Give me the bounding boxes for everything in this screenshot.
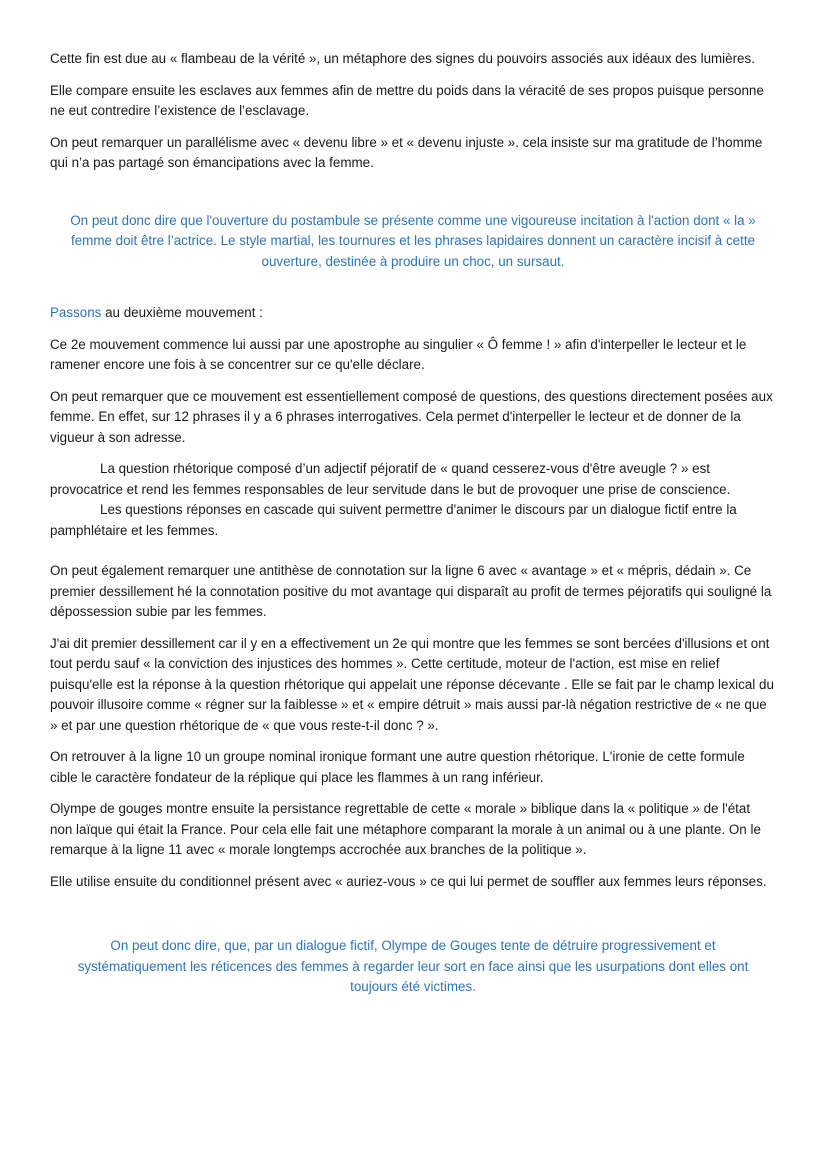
paragraph-esclaves: Elle compare ensuite les esclaves aux femmes afin de mettre du poids dans la véracité de ses propos puisque personne ne eut contredire l’existence de l’esclavage. bbox=[50, 82, 764, 118]
heading-rest: au deuxième mouvement : bbox=[101, 305, 263, 320]
highlight-passons: Passons bbox=[50, 305, 102, 320]
paragraph-question-rhetorique: La question rhétorique composé d’un adjectif péjoratif de « quand cesserez-vous d'être aveugle ? » est provocatrice et rend les femmes responsables de leur servitude dans le but de provoquer une prise de conscience. bbox=[50, 461, 731, 497]
paragraph-questions: On peut remarquer que ce mouvement est essentiellement composé de questions, des questions directement posées aux femme. En effet, sur 12 phrases il y a 6 phrases interrogatives. Cela permet d'interpeller le lecteur et de donner de la vigueur à son adresse. bbox=[50, 388, 773, 445]
paragraph-conditionnel: Elle utilise ensuite du conditionnel présent avec « auriez-vous » ce qui lui permet de souffler aux femmes leurs réponses. bbox=[50, 873, 767, 889]
paragraph-dessillement: J'ai dit premier dessillement car il y en a effectivement un 2e qui montre que les femmes se sont bercées d'illusions et ont tout perdu sauf « la conviction des injustices des hommes ». Cette certitude, moteur de l'action, est mise en relief puisqu'elle est la réponse à la question rhétorique qui appelait une réponse décevante . Elle se fait par le champ lexical du pouvoir illusoire comme « régner sur la faiblesse » et « empire détruit » mais aussi par-là négation restrictive de « ne que » et par une question rhétorique de « que vous reste-t-il donc ? ». bbox=[50, 635, 774, 733]
paragraph-apostrophe: Ce 2e mouvement commence lui aussi par une apostrophe au singulier « Ô femme ! » afin d'interpeller le lecteur et le ramener encore une fois à se concentrer sur ce qu'elle déclare. bbox=[50, 336, 747, 372]
paragraph-questions-reponses: Les questions réponses en cascade qui suivent permettre d'animer le discours par un dialogue fictif entre la pamphlétaire et les femmes. bbox=[50, 502, 737, 538]
paragraph-flambeau: Cette fin est due au « flambeau de la vérité », un métaphore des signes du pouvoirs associés aux idéaux des lumières. bbox=[50, 51, 755, 66]
paragraph-ironie: On retrouver à la ligne 10 un groupe nominal ironique formant une autre question rhétorique. L'ironie de cette formule cible le caractère fondateur de la réplique qui place les flammes à un rang inférieur. bbox=[50, 749, 745, 785]
paragraph-parallelisme: On peut remarquer un parallélisme avec « devenu libre » et « devenu injuste ». cela insiste sur ma gratitude de l’homme qui n’a pas partagé son émancipations avec la femme. bbox=[50, 134, 763, 170]
section-heading-second-movement bbox=[50, 303, 776, 324]
paragraph-antithese: On peut également remarquer une antithèse de connotation sur la ligne 6 avec « avantage » et « mépris, dédain ». Ce premier dessillement hé la connotation positive du mot avantage qui disparaît au profit de termes péjoratifs qui souligné la dépossession subie par les femmes. bbox=[50, 563, 772, 619]
conclusion-first-movement: On peut donc dire que l'ouverture du postambule se présente comme une vigoureuse incitation à l'action dont « la » femme doit être l’actrice. Le style martial, les tournures et les phrases lapidaires donnent un caractère incisif à cette ouverture, destinée à produire un choc, un sursaut. bbox=[70, 212, 756, 269]
conclusion-second-movement: On peut donc dire, que, par un dialogue fictif, Olympe de Gouges tente de détruire progressivement et systématiquement les réticences des femmes à regarder leur sort en face ainsi que les usurpations dont elles ont toujours été victimes. bbox=[77, 938, 749, 994]
paragraph-morale: Olympe de gouges montre ensuite la persistance regrettable de cette « morale » biblique dans la « politique » de l'état non laïque qui était la France. Pour cela elle fait une métaphore comparant la morale à un animal ou à une plante. On le remarque à la ligne 11 avec « morale longtemps accrochée aux branches de la politique ». bbox=[50, 801, 761, 857]
